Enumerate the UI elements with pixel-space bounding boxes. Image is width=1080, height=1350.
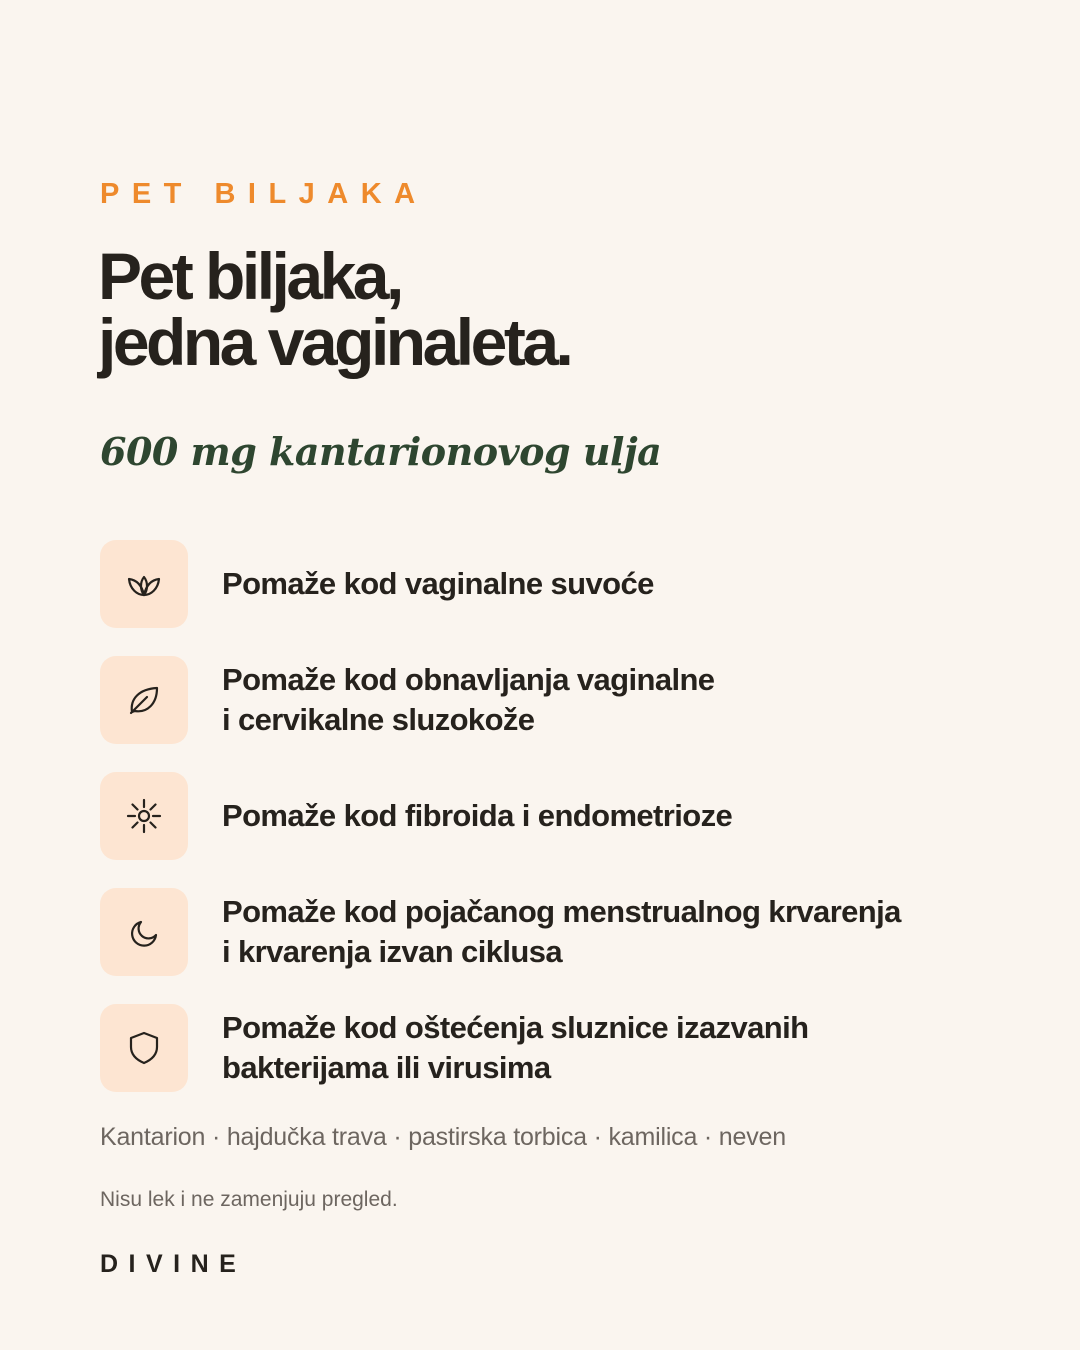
icon-tile bbox=[100, 540, 188, 628]
benefit-text: Pomaže kod vaginalne suvoće bbox=[222, 566, 654, 601]
benefit-text: Pomaže kod fibroida i endometrioze bbox=[222, 798, 733, 833]
icon-tile bbox=[100, 772, 188, 860]
leaf-icon bbox=[126, 682, 162, 718]
icon-tile bbox=[100, 888, 188, 976]
benefit-item bbox=[100, 540, 1000, 628]
benefit-item bbox=[100, 656, 1000, 744]
title-line-1: Pet biljaka, bbox=[98, 239, 401, 313]
moon-icon bbox=[126, 914, 162, 950]
eyebrow-label: PET BILJAKA bbox=[100, 178, 428, 210]
benefit-text: Pomaže kod obnavljanja vaginalne i cervikalne sluzokože bbox=[222, 662, 715, 737]
benefit-text: Pomaže kod oštećenja sluznice izazvanih bakterijama ili virusima bbox=[222, 1010, 809, 1085]
title-line-2: jedna vaginaleta. bbox=[98, 305, 571, 379]
benefit-text: Pomaže kod pojačanog menstrualnog krvarenja i krvarenja izvan ciklusa bbox=[222, 894, 901, 969]
sprout-icon bbox=[126, 566, 162, 602]
benefit-item bbox=[100, 1004, 1000, 1092]
icon-tile bbox=[100, 1004, 188, 1092]
shield-icon bbox=[126, 1030, 162, 1066]
herbs-list: Kantarion · hajdučka trava · pastirska torbica · kamilica · neven bbox=[100, 1123, 786, 1151]
page-title bbox=[98, 239, 571, 379]
sun-icon bbox=[126, 798, 162, 834]
benefit-item bbox=[100, 888, 1000, 976]
icon-tile bbox=[100, 656, 188, 744]
brand-logo: DIVINE bbox=[100, 1250, 247, 1278]
disclaimer: Nisu lek i ne zamenjuju pregled. bbox=[100, 1188, 398, 1211]
benefit-item bbox=[100, 772, 1000, 860]
dosage-subtitle: 600 mg kantarionovog ulja bbox=[100, 429, 662, 474]
